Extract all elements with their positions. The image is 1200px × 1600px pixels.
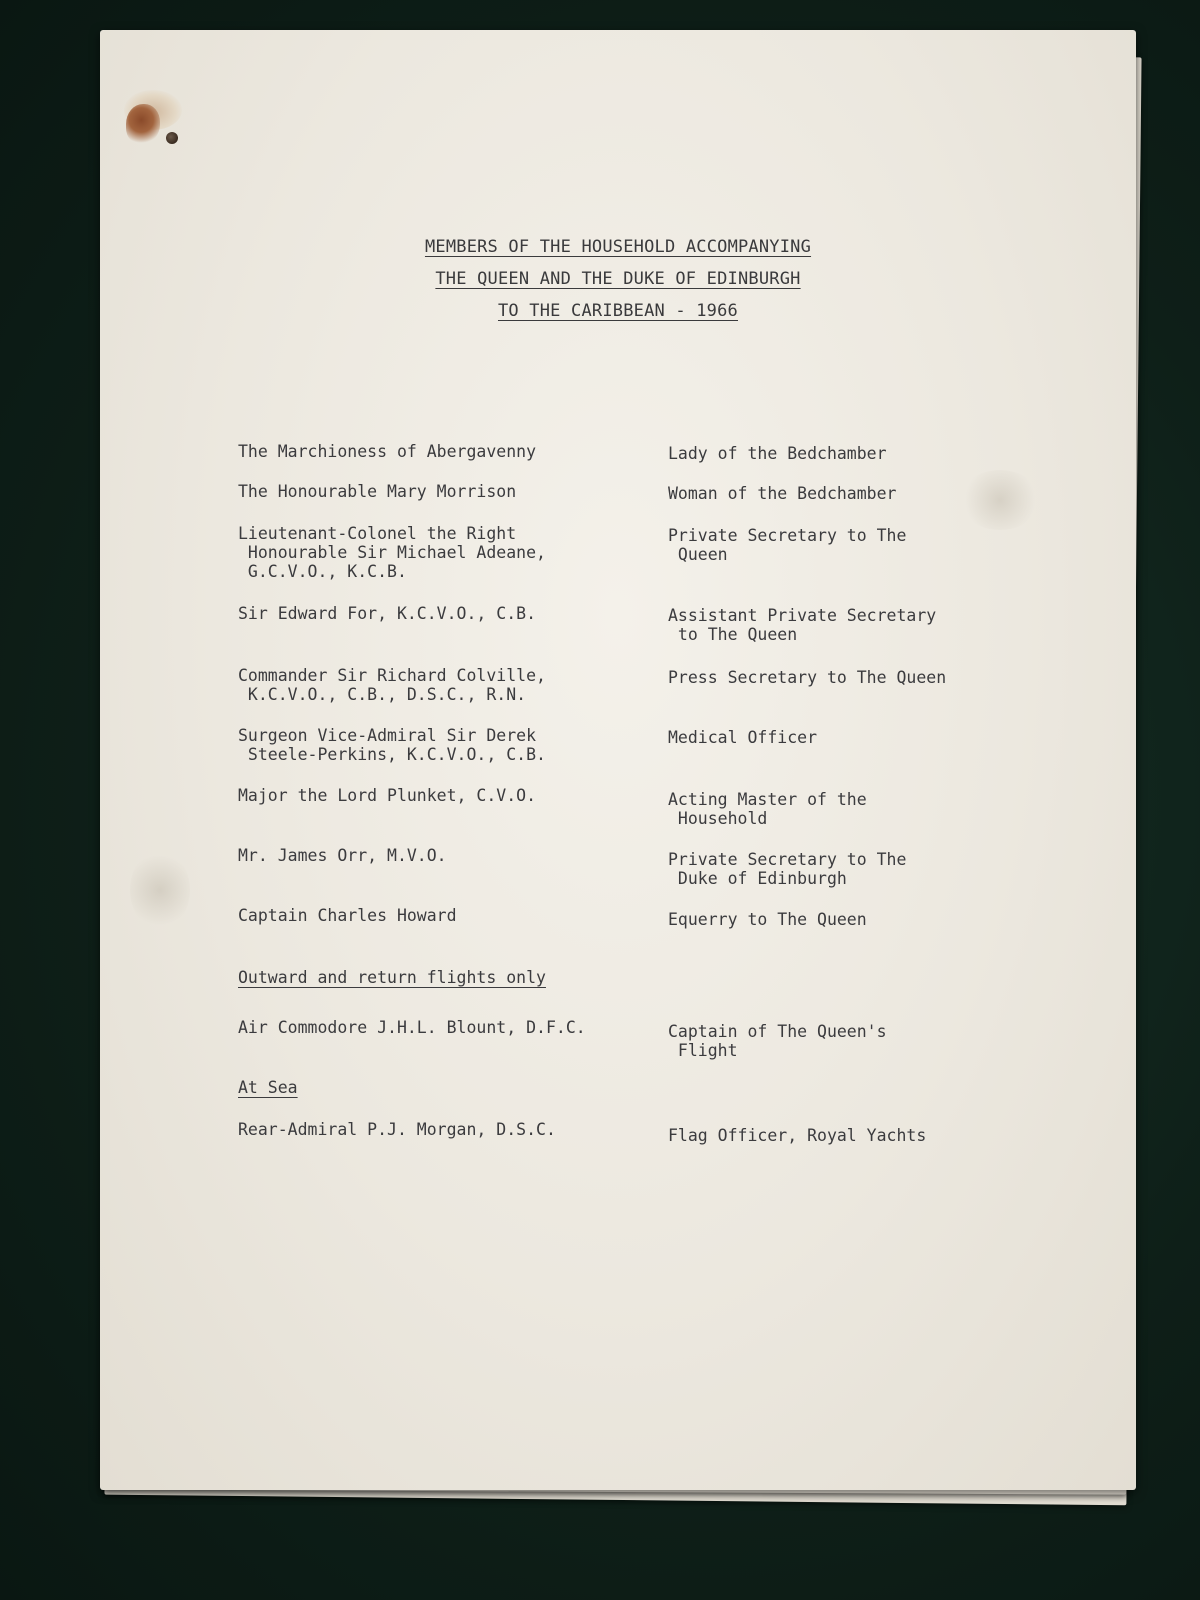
member-role: Captain of The Queen's Flight: [668, 1022, 887, 1060]
section-heading-sea: At Sea: [238, 1078, 298, 1097]
member-role: Private Secretary to The Duke of Edinburgh: [668, 850, 907, 888]
member-role: Equerry to The Queen: [668, 910, 867, 929]
title-line-1: MEMBERS OF THE HOUSEHOLD ACCOMPANYING: [424, 237, 812, 257]
member-name: The Honourable Mary Morrison: [238, 482, 517, 501]
member-name: Sir Edward For, K.C.V.O., C.B.: [238, 604, 537, 623]
document-title: [100, 236, 1136, 332]
member-role: Press Secretary to The Queen: [668, 668, 947, 687]
member-role: Private Secretary to The Queen: [668, 526, 907, 564]
member-role: Assistant Private Secretary to The Queen: [668, 606, 937, 644]
member-name: The Marchioness of Abergavenny: [238, 442, 537, 461]
member-name: Major the Lord Plunket, C.V.O.: [238, 786, 537, 805]
member-name: Commander Sir Richard Colville, K.C.V.O., C.B., D.S.C., R.N.: [238, 666, 546, 704]
paper-stain: [130, 850, 190, 930]
member-name: Surgeon Vice-Admiral Sir Derek Steele-Perkins, K.C.V.O., C.B.: [238, 726, 546, 764]
member-role: Woman of the Bedchamber: [668, 484, 897, 503]
member-name: Captain Charles Howard: [238, 906, 457, 925]
section-heading-flights: Outward and return flights only: [238, 968, 546, 987]
title-line-3: TO THE CARIBBEAN - 1966: [497, 301, 738, 321]
member-name: Rear-Admiral P.J. Morgan, D.S.C.: [238, 1120, 556, 1139]
member-role: Acting Master of the Household: [668, 790, 867, 828]
title-line-2: THE QUEEN AND THE DUKE OF EDINBURGH: [435, 269, 801, 289]
member-name: Air Commodore J.H.L. Blount, D.F.C.: [238, 1018, 586, 1037]
typed-page: [100, 30, 1136, 1490]
member-role: Lady of the Bedchamber: [668, 444, 887, 463]
member-name: Mr. James Orr, M.V.O.: [238, 846, 447, 865]
member-role: Flag Officer, Royal Yachts: [668, 1126, 927, 1145]
rusted-staple-icon: [122, 90, 166, 140]
member-role: Medical Officer: [668, 728, 818, 747]
member-name: Lieutenant-Colonel the Right Honourable Sir Michael Adeane, G.C.V.O., K.C.B.: [238, 524, 546, 581]
